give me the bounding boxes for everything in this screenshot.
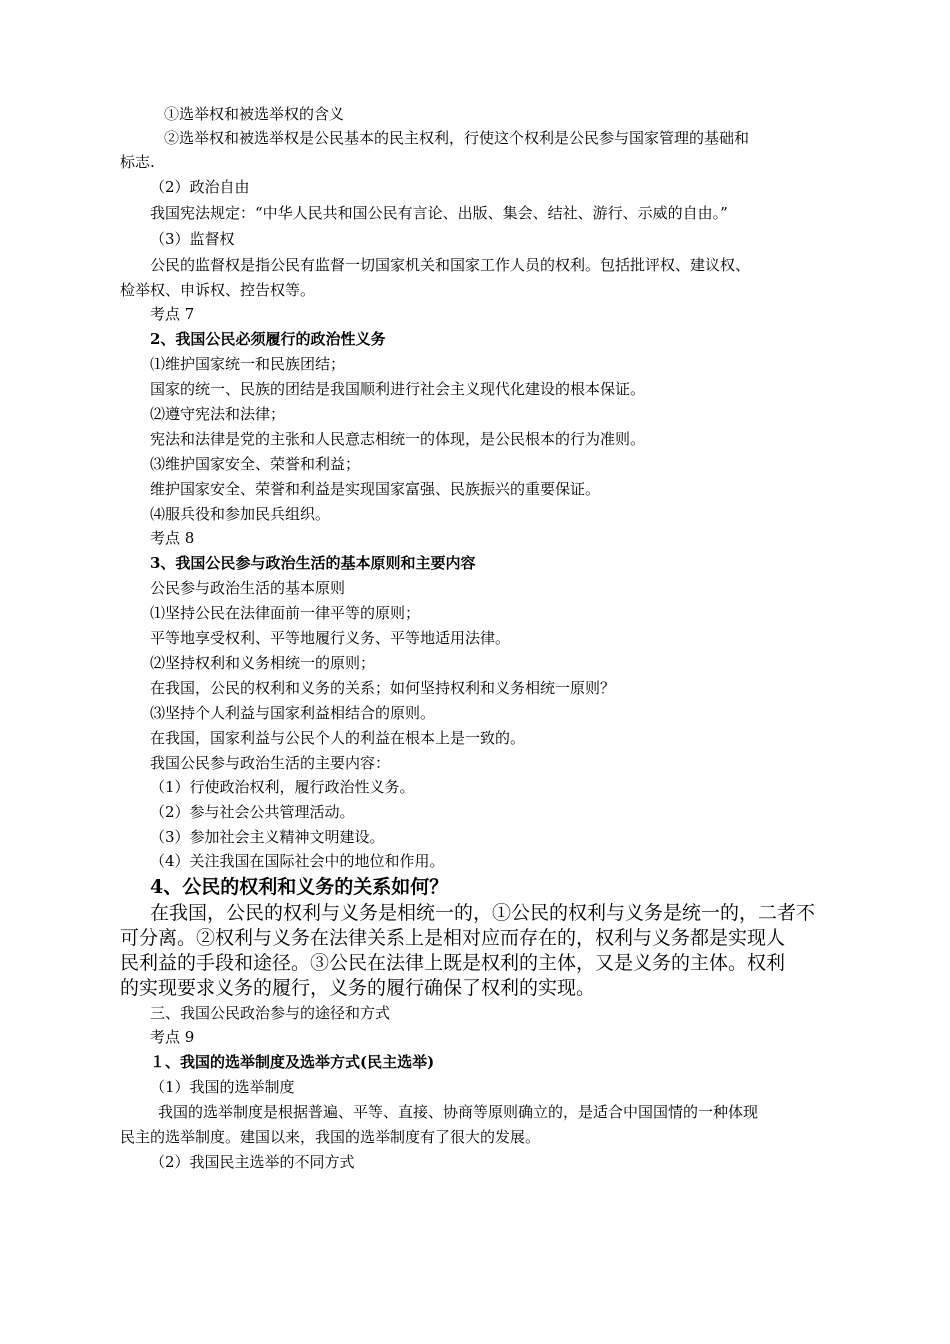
text-line: 宪法和法律是党的主张和人民意志相统一的体现，是公民根本的行为准则。	[150, 430, 646, 448]
text-line: 我国的选举制度是根据普遍、平等、直接、协商等原则确立的，是适合中国国情的一种体现	[158, 1103, 759, 1121]
text-line: 检举权、申诉权、控告权等。	[120, 281, 316, 299]
section-heading: 4、公民的权利和义务的关系如何？	[150, 876, 449, 898]
text-line: ⑵遵守宪法和法律；	[150, 405, 286, 423]
text-line: ⑴坚持公民在法律面前一律平等的原则；	[150, 604, 421, 622]
text-line: （3）参加社会主义精神文明建设。	[150, 828, 385, 846]
section-heading: １、我国的选举制度及选举方式(民主选举)	[150, 1053, 435, 1071]
text-line: ⑷服兵役和参加民兵组织。	[150, 505, 331, 523]
text-line: 的实现要求义务的履行，义务的履行确保了权利的实现。	[120, 977, 596, 999]
section-heading: 2、我国公民必须履行的政治性义务	[150, 330, 386, 348]
text-line: 在我国，国家利益与公民个人的利益在根本上是一致的。	[150, 729, 526, 747]
section-heading: 3、我国公民参与政治生活的基本原则和主要内容	[150, 554, 476, 572]
section-heading: （2）我国民主选举的不同方式	[150, 1153, 355, 1171]
text-line: 在我国，公民的权利与义务是相统一的，①公民的权利与义务是统一的，二者不	[150, 902, 816, 924]
text-line: （4）关注我国在国际社会中的地位和作用。	[150, 852, 445, 870]
exam-point-label: 考点 9	[150, 1028, 195, 1046]
text-line: 公民参与政治生活的基本原则	[150, 579, 346, 597]
text-line: （1）行使政治权利，履行政治性义务。	[150, 778, 415, 796]
text-line: （2）参与社会公共管理活动。	[150, 803, 355, 821]
section-heading: （1）我国的选举制度	[150, 1078, 295, 1096]
text-line: 民主的选举制度。建国以来，我国的选举制度有了很大的发展。	[120, 1128, 541, 1146]
text-line: 标志.	[120, 153, 155, 171]
text-line: ⑶坚持个人利益与国家利益相结合的原则。	[150, 704, 436, 722]
section-heading: （2）政治自由	[150, 178, 250, 196]
exam-point-label: 考点 7	[150, 305, 195, 323]
text-line: 我国宪法规定：“中华人民共和国公民有言论、出版、集会、结社、游行、示威的自由。”	[150, 204, 728, 222]
text-line: 民利益的手段和途径。③公民在法律上既是权利的主体，又是义务的主体。权利	[120, 952, 786, 974]
section-heading: （3）监督权	[150, 230, 235, 248]
text-line: 维护国家安全、荣誉和利益是实现国家富强、民族振兴的重要保证。	[150, 480, 601, 498]
text-line: ⑴维护国家统一和民族团结；	[150, 355, 346, 373]
exam-point-label: 考点 8	[150, 529, 195, 547]
text-line: 公民的监督权是指公民有监督一切国家机关和国家工作人员的权利。包括批评权、建议权、	[150, 256, 751, 274]
text-line: ②选举权和被选举权是公民基本的民主权利，行使这个权利是公民参与国家管理的基础和	[164, 129, 750, 147]
text-line: 国家的统一、民族的团结是我国顺利进行社会主义现代化建设的根本保证。	[150, 380, 646, 398]
text-line: 我国公民参与政治生活的主要内容：	[150, 754, 391, 772]
text-line: ⑶维护国家安全、荣誉和利益；	[150, 455, 361, 473]
section-heading: 三、我国公民政治参与的途径和方式	[150, 1004, 391, 1022]
text-line: 可分离。②权利与义务在法律关系上是相对应而存在的，权利与义务都是实现人	[120, 927, 786, 949]
text-line: ⑵坚持权利和义务相统一的原则；	[150, 654, 376, 672]
text-line: 平等地享受权利、平等地履行义务、平等地适用法律。	[150, 629, 511, 647]
text-line: ①选举权和被选举权的含义	[164, 105, 345, 123]
text-line: 在我国，公民的权利和义务的关系；如何坚持权利和义务相统一原则？	[150, 679, 616, 697]
